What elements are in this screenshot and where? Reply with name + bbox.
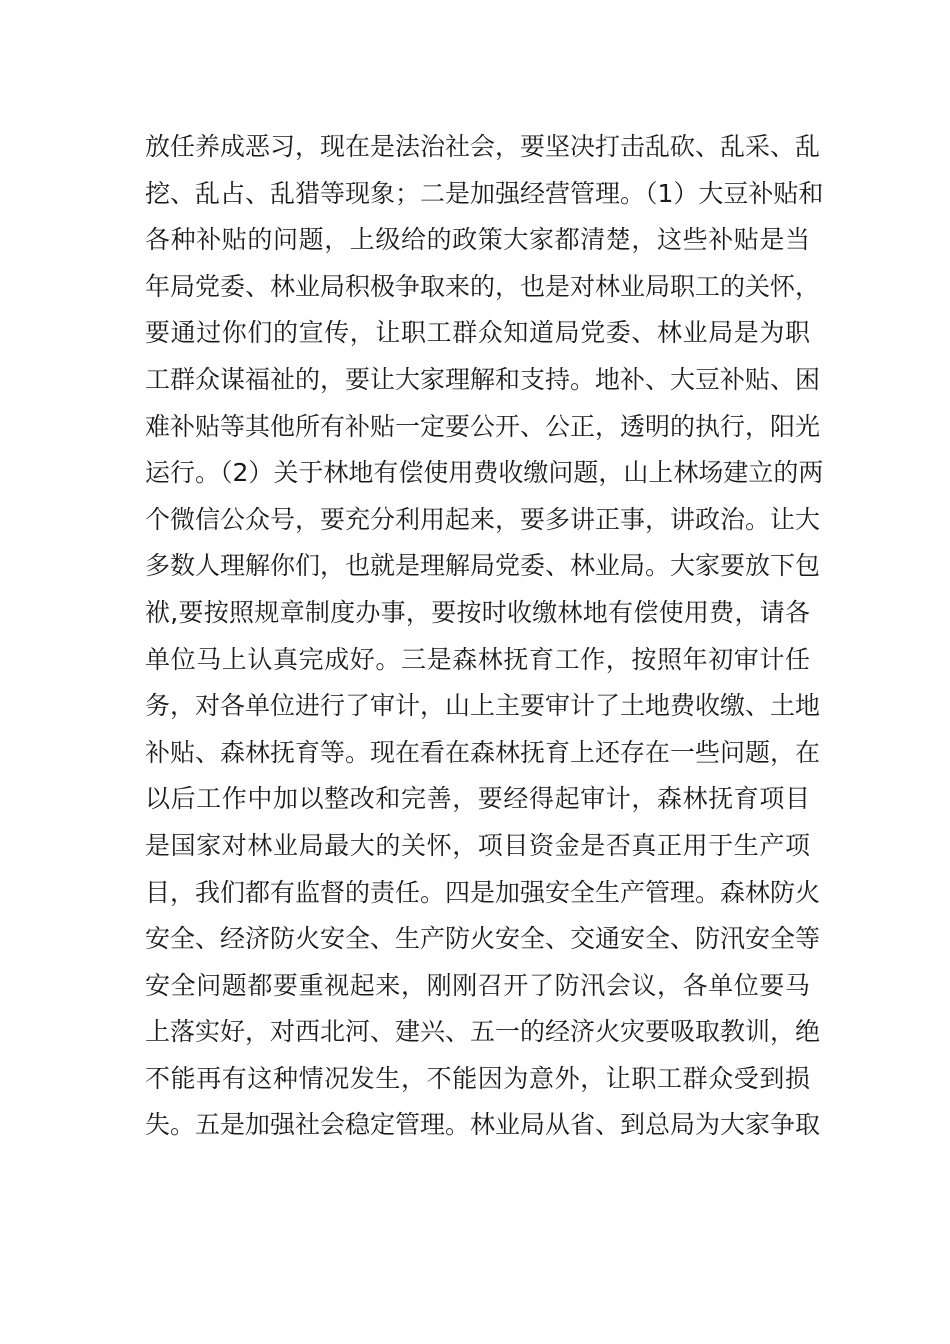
body-text — [145, 124, 824, 1149]
text-line: 补贴、森林抚育等。现在看在森林抚育上还存在一些问题，在 — [145, 737, 821, 767]
text-line: 挖、乱占、乱猎等现象；二是加强经营管理。（1）大豆补贴和 — [145, 178, 824, 208]
text-line: 安全问题都要重视起来，刚刚召开了防汛会议，各单位要马 — [145, 970, 810, 1000]
text-line: 上落实好，对西北河、建兴、五一的经济火灾要吸取教训，绝 — [145, 1017, 821, 1047]
text-line: 务，对各单位进行了审计，山上主要审计了土地费收缴、土地 — [145, 691, 821, 721]
text-line: 多数人理解你们，也就是理解局党委、林业局。大家要放下包 — [145, 551, 821, 581]
text-line: 放任养成恶习，现在是法治社会，要坚决打击乱砍、乱采、乱 — [145, 132, 821, 161]
text-line: 要通过你们的宣传，让职工群众知道局党委、林业局是为职 — [145, 318, 810, 348]
text-line: 个微信公众号，要充分利用起来，要多讲正事，讲政治。让大 — [145, 504, 821, 534]
text-line: 目，我们都有监督的责任。四是加强安全生产管理。森林防火 — [145, 877, 821, 907]
text-line: 工群众谋福祉的，要让大家理解和支持。地补、大豆补贴、困 — [145, 364, 821, 394]
text-line: 是国家对林业局最大的关怀，项目资金是否真正用于生产项 — [145, 830, 810, 860]
text-line: 安全、经济防火安全、生产防火安全、交通安全、防汛安全等 — [145, 924, 821, 954]
text-line: 各种补贴的问题，上级给的政策大家都清楚，这些补贴是当 — [145, 225, 810, 255]
text-line: 难补贴等其他所有补贴一定要公开、公正，透明的执行，阳光 — [145, 411, 821, 441]
text-line: 年局党委、林业局积极争取来的，也是对林业局职工的关怀， — [145, 271, 821, 301]
text-line: 运行。（2）关于林地有偿使用费收缴问题，山上林场建立的两 — [145, 458, 824, 488]
text-line: 单位马上认真完成好。三是森林抚育工作，按照年初审计任 — [145, 644, 810, 674]
text-line: 不能再有这种情况发生，不能因为意外，让职工群众受到损 — [145, 1063, 810, 1093]
text-line: 失。五是加强社会稳定管理。林业局从省、到总局为大家争取 — [145, 1110, 821, 1140]
text-line: 以后工作中加以整改和完善，要经得起审计，森林抚育项目 — [145, 784, 810, 814]
text-line: 袱,要按照规章制度办事，要按时收缴林地有偿使用费，请各 — [145, 597, 810, 627]
